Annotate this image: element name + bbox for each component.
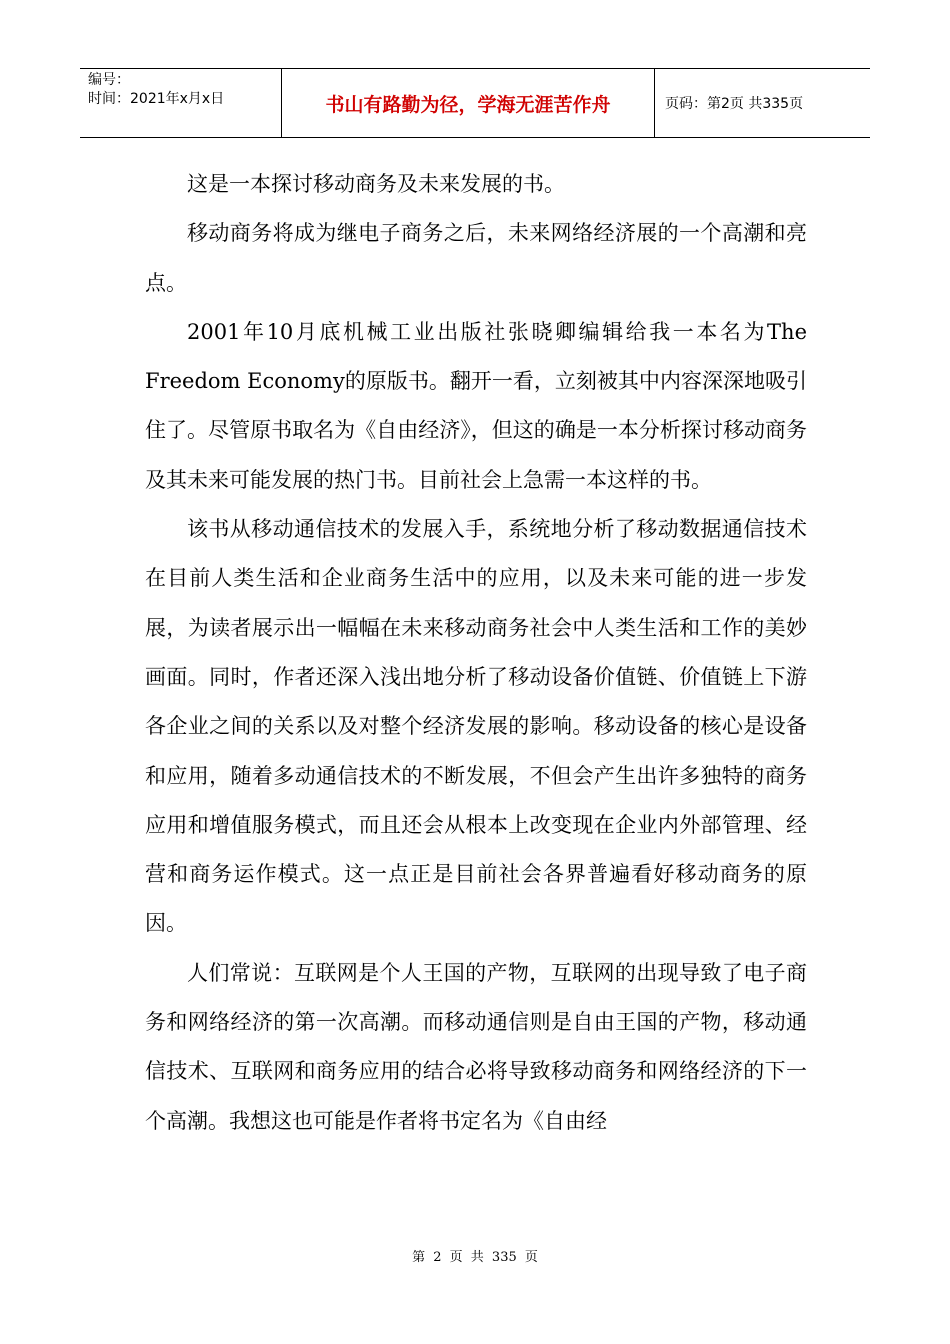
header-motto: 书山有路勤为径，学海无涯苦作舟 [282, 69, 655, 137]
header-meta [80, 69, 282, 137]
page-footer: 第 2 页 共 335 页 [412, 1250, 538, 1265]
page-header [80, 68, 870, 138]
paragraph: 这是一本探讨移动商务及未来发展的书。 [187, 172, 565, 196]
document-date: 时间：2021年x月x日 [88, 91, 225, 107]
paragraph: 移动商务将成为继电子商务之后，未来网络经济展的一个高潮和亮点。 [145, 221, 807, 295]
header-page-info: 页码：第2页 共335页 [665, 96, 804, 112]
paragraph: 该书从移动通信技术的发展入手，系统地分析了移动数据通信技术在目前人类生活和企业商务生活中的应用，以及未来可能的进一步发展，为读者展示出一幅幅在未来移动商务社会中人类生活和工作的美妙画面。同时，作者还深入浅出地分析了移动设备价值链、价值链上下游各企业之间的关系以及对整个经济发展的影响。移动设备的核心是设备和应用，随着多动通信技术的不断发展，不但会产生出许多独特的商务应用和增值服务模式，而且还会从根本上改变现在企业内外部管理、经营和商务运作模式。这一点正是目前社会各界普遍看好移动商务的原因。 [145, 517, 807, 936]
document-body [145, 160, 807, 1146]
paragraph: 2001年10月底机械工业出版社张晓卿编辑给我一本名为The Freedom Economy的原版书。翻开一看，立刻被其中内容深深地吸引住了。尽管原书取名为《自由经济》，但这的确是一本分析探讨移动商务及其未来可能发展的热门书。目前社会上急需一本这样的书。 [145, 319, 807, 492]
paragraph: 人们常说：互联网是个人王国的产物，互联网的出现导致了电子商务和网络经济的第一次高潮。而移动通信则是自由王国的产物，移动通信技术、互联网和商务应用的结合必将导致移动商务和网络经济的下一个高潮。我想这也可能是作者将书定名为《自由经 [145, 960, 807, 1133]
document-number-label: 编号： [88, 72, 130, 88]
